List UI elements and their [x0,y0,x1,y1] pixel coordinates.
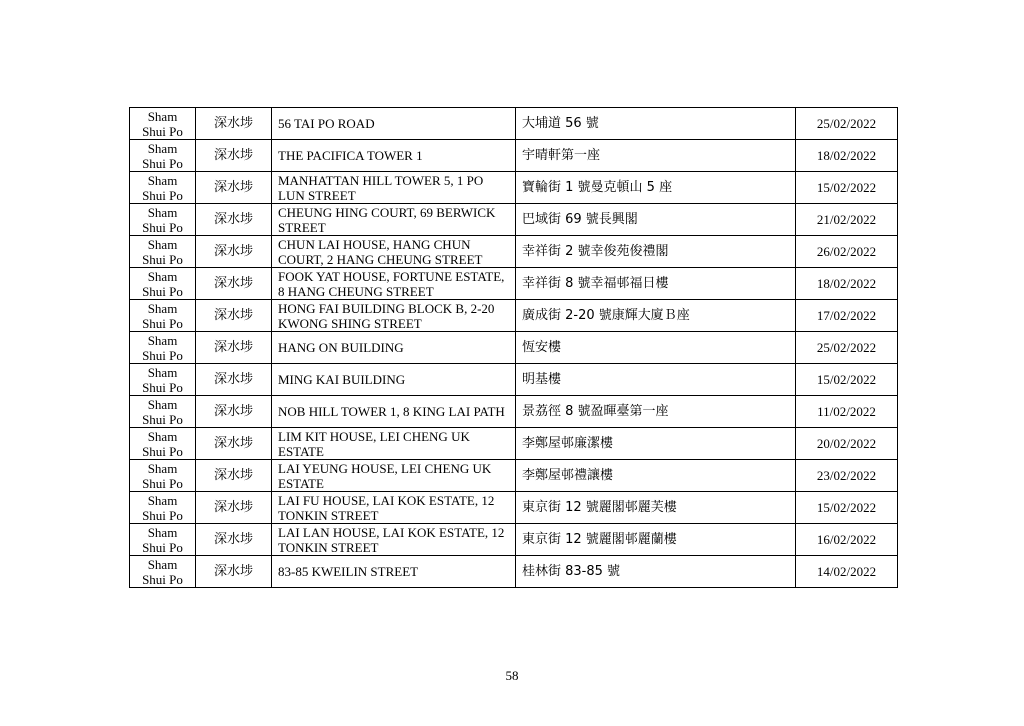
building-en-cell: LAI YEUNG HOUSE, LEI CHENG UK ESTATE [272,460,516,492]
table-row [130,236,898,268]
district-en-cell: Sham Shui Po [130,108,196,140]
date-cell: 15/02/2022 [796,364,898,396]
building-en-cell: HANG ON BUILDING [272,332,516,364]
table-row [130,492,898,524]
district-zh-cell: 深水埗 [196,300,272,332]
district-zh-cell: 深水埗 [196,428,272,460]
page-number: 58 [505,668,519,683]
table-row [130,460,898,492]
table-row [130,140,898,172]
district-zh-cell: 深水埗 [196,460,272,492]
date-cell: 23/02/2022 [796,460,898,492]
table-row [130,428,898,460]
buildings-table [129,107,898,588]
district-en-cell: Sham Shui Po [130,492,196,524]
district-zh-cell: 深水埗 [196,524,272,556]
building-zh-cell: 寶輪街 1 號曼克頓山 5 座 [516,172,796,204]
district-en-cell: Sham Shui Po [130,140,196,172]
district-en-cell: Sham Shui Po [130,268,196,300]
building-zh-cell: 李鄭屋邨廉潔樓 [516,428,796,460]
district-zh-cell: 深水埗 [196,492,272,524]
table-row [130,524,898,556]
date-cell: 15/02/2022 [796,172,898,204]
district-en-cell: Sham Shui Po [130,460,196,492]
building-zh-cell: 宇晴軒第一座 [516,140,796,172]
building-en-cell: MANHATTAN HILL TOWER 5, 1 PO LUN STREET [272,172,516,204]
district-en-cell: Sham Shui Po [130,428,196,460]
district-zh-cell: 深水埗 [196,204,272,236]
district-en-cell: Sham Shui Po [130,172,196,204]
date-cell: 20/02/2022 [796,428,898,460]
district-en-cell: Sham Shui Po [130,396,196,428]
district-zh-cell: 深水埗 [196,556,272,588]
district-zh-cell: 深水埗 [196,140,272,172]
table-row [130,332,898,364]
building-en-cell: MING KAI BUILDING [272,364,516,396]
building-zh-cell: 幸祥街 8 號幸福邨福日樓 [516,268,796,300]
building-en-cell: LAI FU HOUSE, LAI KOK ESTATE, 12 TONKIN STREET [272,492,516,524]
district-zh-cell: 深水埗 [196,332,272,364]
date-cell: 11/02/2022 [796,396,898,428]
building-en-cell: LIM KIT HOUSE, LEI CHENG UK ESTATE [272,428,516,460]
district-zh-cell: 深水埗 [196,396,272,428]
building-en-cell: LAI LAN HOUSE, LAI KOK ESTATE, 12 TONKIN STREET [272,524,516,556]
building-en-cell: THE PACIFICA TOWER 1 [272,140,516,172]
building-en-cell: 56 TAI PO ROAD [272,108,516,140]
building-zh-cell: 廣成街 2-20 號康輝大廈Ｂ座 [516,300,796,332]
district-en-cell: Sham Shui Po [130,524,196,556]
building-zh-cell: 李鄭屋邨禮讓樓 [516,460,796,492]
building-zh-cell: 明基樓 [516,364,796,396]
table-row [130,204,898,236]
building-zh-cell: 大埔道 56 號 [516,108,796,140]
building-zh-cell: 幸祥街 2 號幸俊苑俊禮閣 [516,236,796,268]
building-zh-cell: 巴域街 69 號長興閣 [516,204,796,236]
date-cell: 18/02/2022 [796,140,898,172]
table-row [130,364,898,396]
table-row [130,556,898,588]
table-row [130,108,898,140]
building-en-cell: 83-85 KWEILIN STREET [272,556,516,588]
district-zh-cell: 深水埗 [196,236,272,268]
district-en-cell: Sham Shui Po [130,556,196,588]
date-cell: 16/02/2022 [796,524,898,556]
building-zh-cell: 東京街 12 號麗閣邨麗蘭樓 [516,524,796,556]
building-zh-cell: 景荔徑 8 號盈暉臺第一座 [516,396,796,428]
table-row [130,268,898,300]
date-cell: 21/02/2022 [796,204,898,236]
district-en-cell: Sham Shui Po [130,332,196,364]
building-en-cell: CHEUNG HING COURT, 69 BERWICK STREET [272,204,516,236]
table-body [130,108,898,588]
date-cell: 25/02/2022 [796,332,898,364]
district-en-cell: Sham Shui Po [130,204,196,236]
building-zh-cell: 桂林街 83-85 號 [516,556,796,588]
district-zh-cell: 深水埗 [196,268,272,300]
date-cell: 14/02/2022 [796,556,898,588]
building-zh-cell: 東京街 12 號麗閣邨麗芙樓 [516,492,796,524]
date-cell: 18/02/2022 [796,268,898,300]
building-zh-cell: 恆安樓 [516,332,796,364]
district-en-cell: Sham Shui Po [130,300,196,332]
table-row [130,300,898,332]
table-row [130,396,898,428]
building-en-cell: HONG FAI BUILDING BLOCK B, 2-20 KWONG SHING STREET [272,300,516,332]
district-zh-cell: 深水埗 [196,108,272,140]
building-en-cell: FOOK YAT HOUSE, FORTUNE ESTATE, 8 HANG CHEUNG STREET [272,268,516,300]
district-zh-cell: 深水埗 [196,364,272,396]
date-cell: 17/02/2022 [796,300,898,332]
district-en-cell: Sham Shui Po [130,236,196,268]
date-cell: 25/02/2022 [796,108,898,140]
building-en-cell: NOB HILL TOWER 1, 8 KING LAI PATH [272,396,516,428]
district-zh-cell: 深水埗 [196,172,272,204]
table-row [130,172,898,204]
building-en-cell: CHUN LAI HOUSE, HANG CHUN COURT, 2 HANG CHEUNG STREET [272,236,516,268]
date-cell: 15/02/2022 [796,492,898,524]
district-en-cell: Sham Shui Po [130,364,196,396]
date-cell: 26/02/2022 [796,236,898,268]
